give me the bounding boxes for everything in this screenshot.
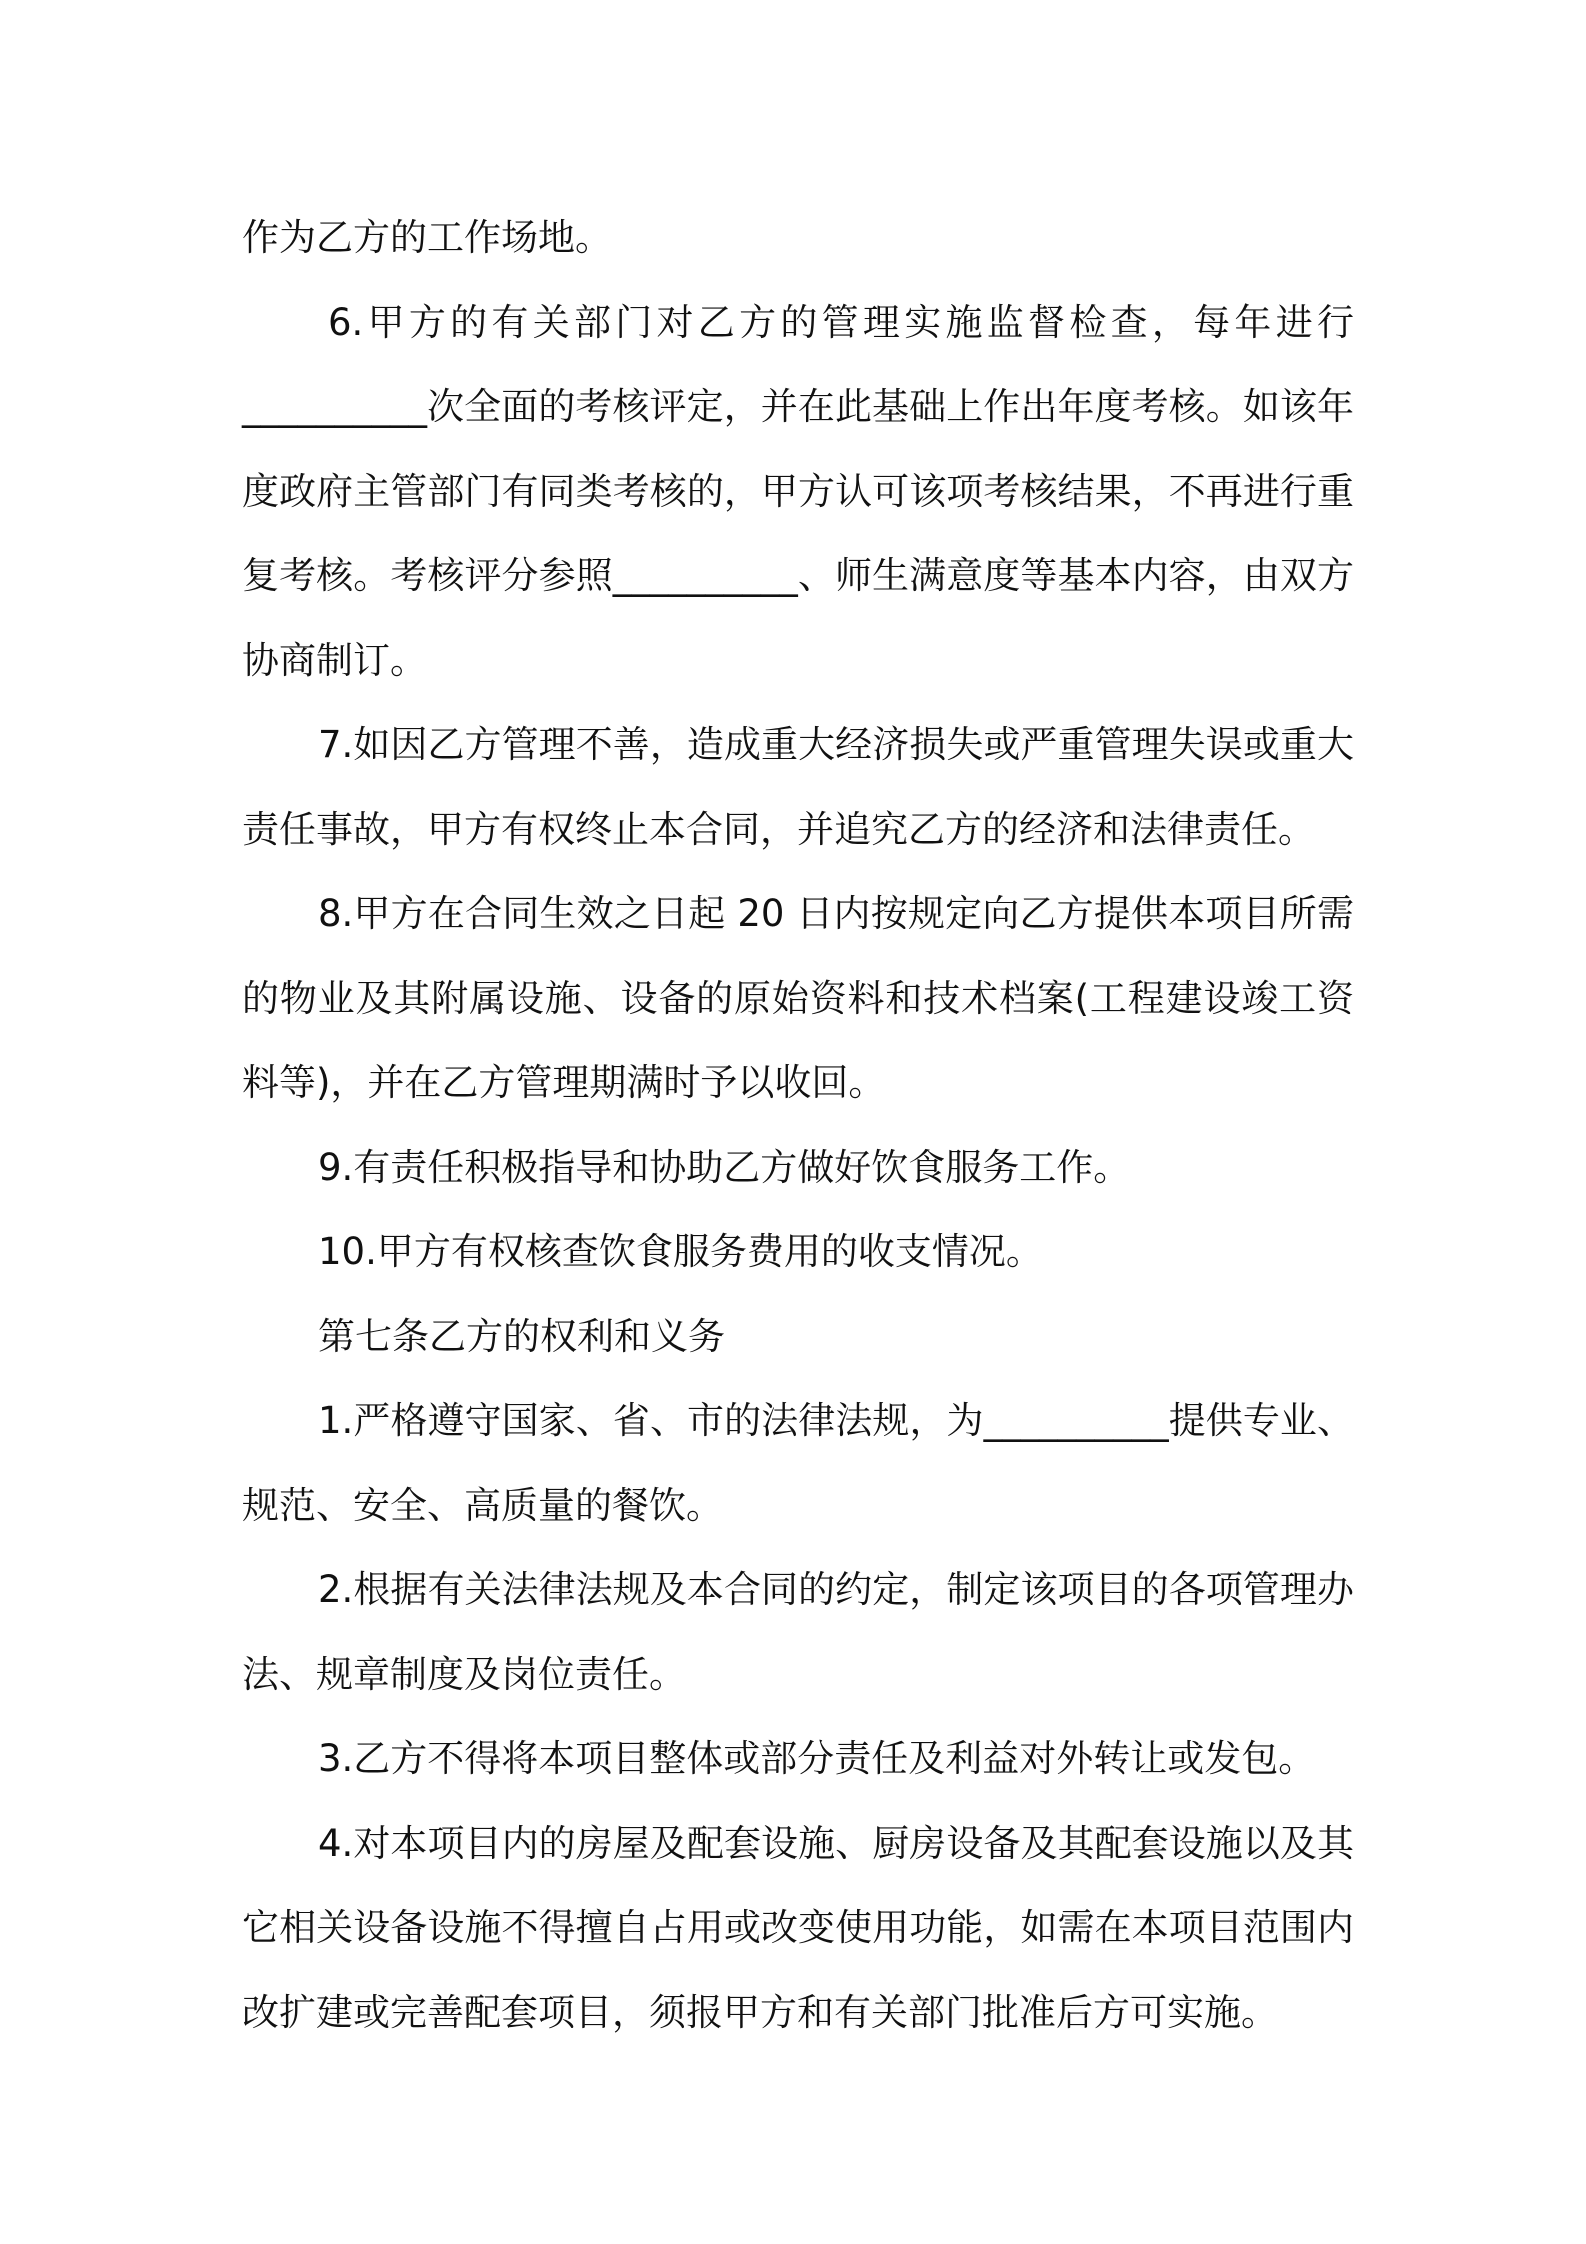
section-heading-article-7: 第七条乙方的权利和义务 xyxy=(318,1314,725,1358)
paragraph-item-7: 7.如因乙方管理不善，造成重大经济损失或严重管理失误或重大责任事故，甲方有权终止本合同，并追究乙方的经济和法律责任。 xyxy=(242,723,1354,851)
paragraph-item-10: 10.甲方有权核查饮食服务费用的收支情况。 xyxy=(318,1230,1043,1273)
paragraph-continuation: 作为乙方的工作场地。 xyxy=(242,216,612,259)
paragraph-item-9: 9.有责任积极指导和协助乙方做好饮食服务工作。 xyxy=(318,1145,1131,1189)
paragraph-obligation-4: 4.对本项目内的房屋及配套设施、厨房设备及其配套设施以及其它相关设备设施不得擅自占用或改变使用功能，如需在本项目范围内改扩建或完善配套项目，须报甲方和有关部门批准后方可实施。 xyxy=(242,1821,1354,2034)
paragraph-obligation-3: 3.乙方不得将本项目整体或部分责任及利益对外转让或发包。 xyxy=(318,1737,1316,1780)
document-body xyxy=(242,196,1354,2055)
paragraph-obligation-2: 2.根据有关法律法规及本合同的约定，制定该项目的各项管理办法、规章制度及岗位责任。 xyxy=(242,1568,1354,1696)
paragraph-item-8: 8.甲方在合同生效之日起 20 日内按规定向乙方提供本项目所需的物业及其附属设施、设备的原始资料和技术档案(工程建设竣工资料等)，并在乙方管理期满时予以收回。 xyxy=(242,892,1354,1104)
paragraph-obligation-1: 1.严格遵守国家、省、市的法律法规，为__________提供专业、规范、安全、高质量的餐饮。 xyxy=(242,1399,1354,1527)
paragraph-item-6: 6.甲方的有关部门对乙方的管理实施监督检查，每年进行__________次全面的考核评定，并在此基础上作出年度考核。如该年度政府主管部门有同类考核的，甲方认可该项考核结果，不再进行重复考核。考核评分参照__________、师生满意度等基本内容，由双方协商制订。 xyxy=(242,300,1354,682)
